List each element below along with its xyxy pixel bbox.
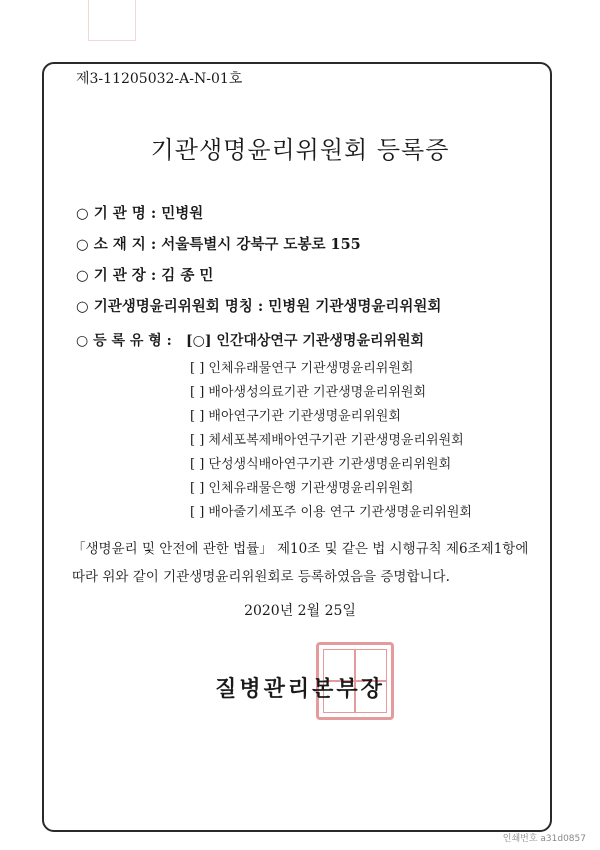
top-stamp-mark	[88, 0, 136, 41]
field-label: ○ 기 관 명 :	[76, 205, 157, 222]
registration-option: [ ] 배아연구기관 기관생명윤리위원회	[190, 409, 401, 424]
issuer-name: 질병관리본부장	[215, 676, 385, 702]
registration-option: [○] 인간대상연구 기관생명윤리위원회	[186, 333, 425, 349]
certification-text-line: 「생명윤리 및 안전에 관한 법률」 제10조 및 같은 법 시행규칙 제6조제1항에	[72, 541, 529, 557]
field-address	[76, 233, 361, 254]
field-head	[76, 264, 213, 285]
field-committee-name	[76, 295, 441, 316]
registration-type-label: ○ 등 록 유 형 :	[76, 333, 172, 349]
field-institution-name	[76, 202, 203, 223]
field-value: 김 종 민	[161, 267, 214, 284]
registration-option: [ ] 배아줄기세포주 이용 연구 기관생명윤리위원회	[190, 505, 472, 520]
field-value: 민병원 기관생명윤리위원회	[268, 298, 442, 315]
field-value: 서울특별시 강북구 도봉로 155	[161, 236, 361, 253]
page-title: 기관생명윤리위원회 등록증	[150, 136, 450, 164]
registration-option: [ ] 인체유래물은행 기관생명윤리위원회	[190, 481, 414, 496]
registration-option: [ ] 인체유래물연구 기관생명윤리위원회	[190, 361, 414, 376]
field-value: 민병원	[161, 205, 204, 222]
issue-date: 2020년 2월 25일	[244, 603, 356, 619]
field-label: ○ 기관생명윤리위원회 명칭 :	[76, 298, 264, 315]
field-label: ○ 소 재 지 :	[76, 236, 157, 253]
registration-option: [ ] 체세포복제배아연구기관 기관생명윤리위원회	[190, 433, 464, 448]
certification-text-line: 따라 위와 같이 기관생명윤리위원회로 등록하였음을 증명합니다.	[72, 569, 450, 585]
print-id: 인쇄번호 a31d0857	[502, 834, 586, 844]
registration-option: [ ] 배아생성의료기관 기관생명윤리위원회	[190, 385, 427, 400]
registration-option: [ ] 단성생식배아연구기관 기관생명윤리위원회	[190, 457, 452, 472]
document-number: 제3-11205032-A-N-01호	[76, 71, 243, 87]
field-label: ○ 기 관 장 :	[76, 267, 157, 284]
